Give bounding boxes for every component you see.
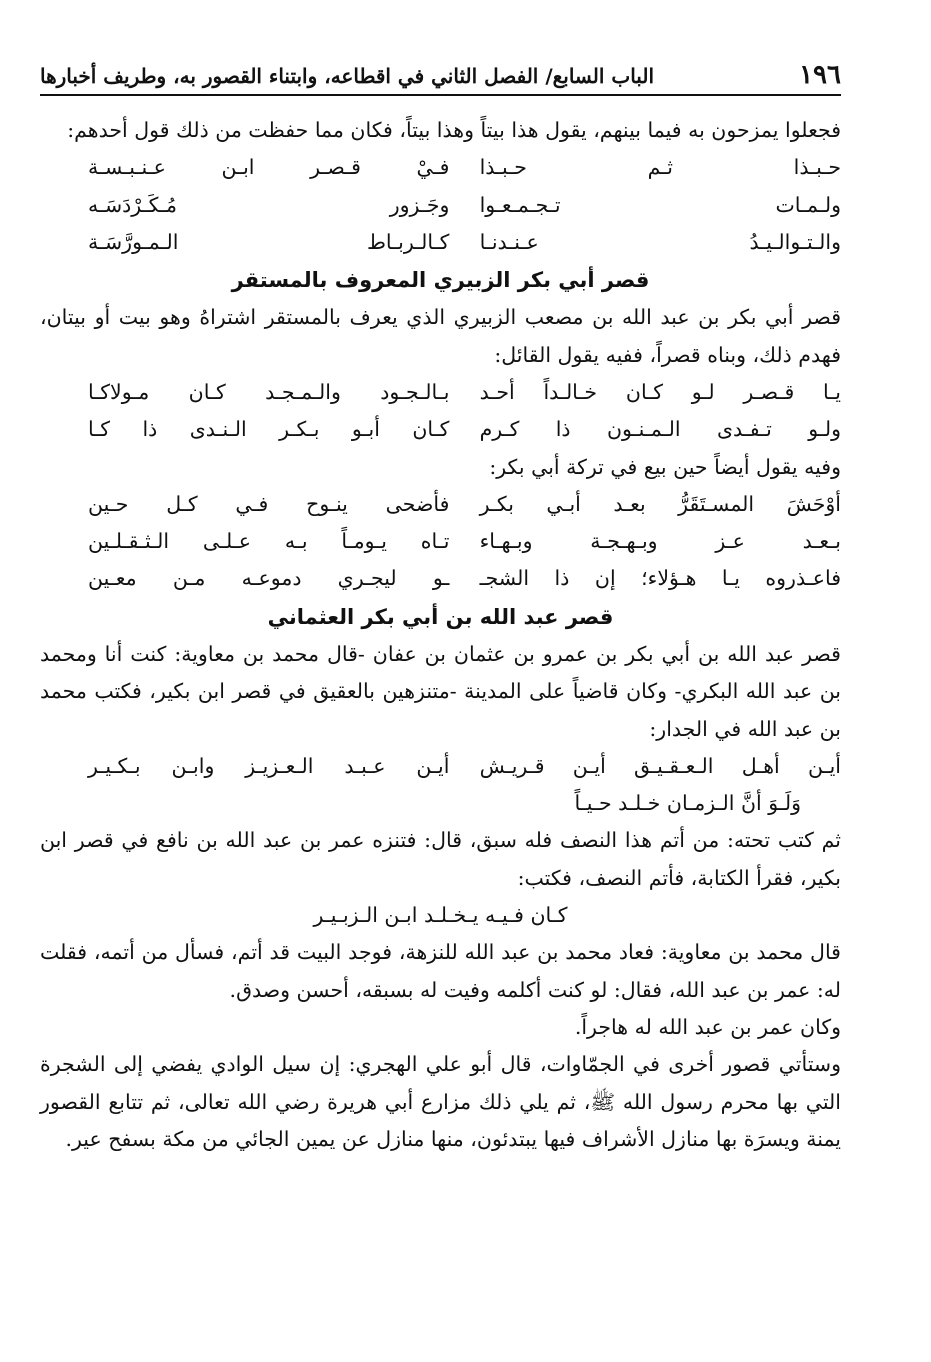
- paragraph: وستأتي قصور أخرى في الجمّاوات، قال أبو علي الهجري: إن سيل الوادي يفضي إلى الشجرة التي بها محرم رسول الله ﷺ، ثم يلي ذلك مزارع أبي هريرة رضي الله تعالى، ثم تتابع القصور يمنة ويسرَة بها منازل الأشراف فيها يبتدئون، منها منازل عن يمين الجائي من مكة بسفح عير.: [40, 1052, 841, 1151]
- verse-first-hemistich: ولـمـات تـجـمـعـوا: [479, 192, 841, 217]
- verse-first-hemistich: يـا قـصـر لـو كـان خـالـداً أحـد: [479, 380, 841, 404]
- verse-line: [40, 149, 841, 186]
- running-title: الباب السابع/ الفصل الثاني في اقطاعه، وابتناء القصور به، وطريف أخبارها: [40, 64, 654, 88]
- page-number: ١٩٦: [799, 60, 841, 90]
- verse-second-hemistich: كـالـربـاط الـمـورَّسَـة: [88, 229, 450, 254]
- verse-first-hemistich: ولـو تـفـدى الـمـنـون ذا كـرم: [479, 417, 841, 442]
- verse-first-hemistich: أوْحَشَ المسـتَقَرُّ بعـد أبـي بكـر: [479, 491, 841, 516]
- paragraph: وكان عمر بن عبد الله له هاجراً.: [574, 1014, 841, 1039]
- verse-first-hemistich: والـتـوالـيـدُ عـنـدنـا: [479, 229, 841, 254]
- paragraph: وفيه يقول أيضاً حين بيع في تركة أبي بكر:: [489, 454, 841, 479]
- verse-second-hemistich: تـاه يـومـاً بـه عـلـى الـثـقـلـين: [88, 529, 450, 554]
- verse-second-hemistich: فأضحى ينـوح فـي كـل حـين: [88, 491, 450, 516]
- poem-block: [40, 374, 841, 449]
- paragraph: قصر أبي بكر بن عبد الله بن مصعب الزبيري الذي يعرف بالمستقر اشتراهُ وهو بيت أو بيتان، فهدم ذلك، وبناه قصراً، ففيه يقول القائل:: [40, 305, 841, 367]
- paragraph: قال محمد بن معاوية: فعاد محمد بن عبد الله للنزهة، فوجد البيت قد أتم، فسأل من أتمه، فقلت له: عمر بن عبد الله، فقال: لو كنت أكلمه وفيت له بسبقه، أحسن وصدق.: [40, 940, 841, 1002]
- verse-line: [40, 785, 841, 822]
- verse-second-hemistich: بـالـجـود والـمـجـد كـان مـولاكـا: [88, 380, 450, 404]
- verse-second-hemistich: أيـن عـبـد الـعـزيـز وابـن بـكـيـر: [88, 753, 450, 778]
- verse-second-hemistich: وجَـزور مُـكَـرْدَسَـه: [88, 192, 450, 217]
- verse-second-hemistich: كـان أبـو بـكـر الـنـدى ذا كـا: [88, 417, 450, 442]
- paragraph: فجعلوا يمزحون به فيما بينهم، يقول هذا بيتاً وهذا بيتاً، فكان مما حفظت من ذلك قول أحدهم:: [67, 118, 841, 142]
- section-heading: قصر أبي بكر الزبيري المعروف بالمستقر: [231, 268, 650, 293]
- verse-second-hemistich: ـو ليجـري دموعـه مـن معـين: [88, 566, 450, 591]
- verse-line: [40, 748, 841, 785]
- verse-hemistich: كـان فـيـه يـخـلـد ابـن الـزبـيـر: [313, 903, 568, 928]
- verse-line: [40, 523, 841, 560]
- verse-second-hemistich: فـيْ قـصـر ابـن عـنـبـسـة: [88, 155, 450, 180]
- paragraph: ثم كتب تحته: من أتم هذا النصف فله سبق، قال: فتنزه عمر بن عبد الله بن نافع في قصر ابن بكير، فقرأ الكتابة، فأتم النصف، فكتب:: [40, 828, 841, 890]
- verse-line: [40, 486, 841, 523]
- verse-first-hemistich: فاعـذروه يـا هـؤلاء؛ إن ذا الشجـ: [479, 566, 841, 591]
- paragraph: قصر عبد الله بن أبي بكر بن عمرو بن عثمان بن عفان -قال محمد بن معاوية: كنت أنا ومحمد بن عبد الله البكري- وكان قاضياً على المدينة -متنزهين بالعقيق في قصر ابن بكير، فكتب محمد بن عبد الله في الجدار:: [40, 642, 841, 741]
- verse-line: [40, 374, 841, 411]
- verse-line: [40, 560, 841, 597]
- verse-line: [40, 411, 841, 448]
- verse-line: [40, 224, 841, 261]
- section-heading: قصر عبد الله بن أبي بكر العثماني: [267, 604, 614, 629]
- verse-line: [40, 897, 841, 934]
- poem-block: [40, 486, 841, 598]
- poem-block: [40, 149, 841, 261]
- verse-hemistich: وَلَـوَ أنَّ الـزمـان خـلـد حـيـاً: [574, 791, 801, 816]
- page-header: [40, 52, 841, 96]
- verse-first-hemistich: حـبـذا ثـم حـبـذا: [479, 155, 841, 180]
- verse-line: [40, 187, 841, 224]
- verse-first-hemistich: أيـن أهـل الـعـقـيـق أيـن قـريـش: [479, 753, 841, 778]
- verse-first-hemistich: بـعـد عـز وبـهـجـة وبـهـاء: [479, 529, 841, 554]
- page-body: [40, 112, 841, 1158]
